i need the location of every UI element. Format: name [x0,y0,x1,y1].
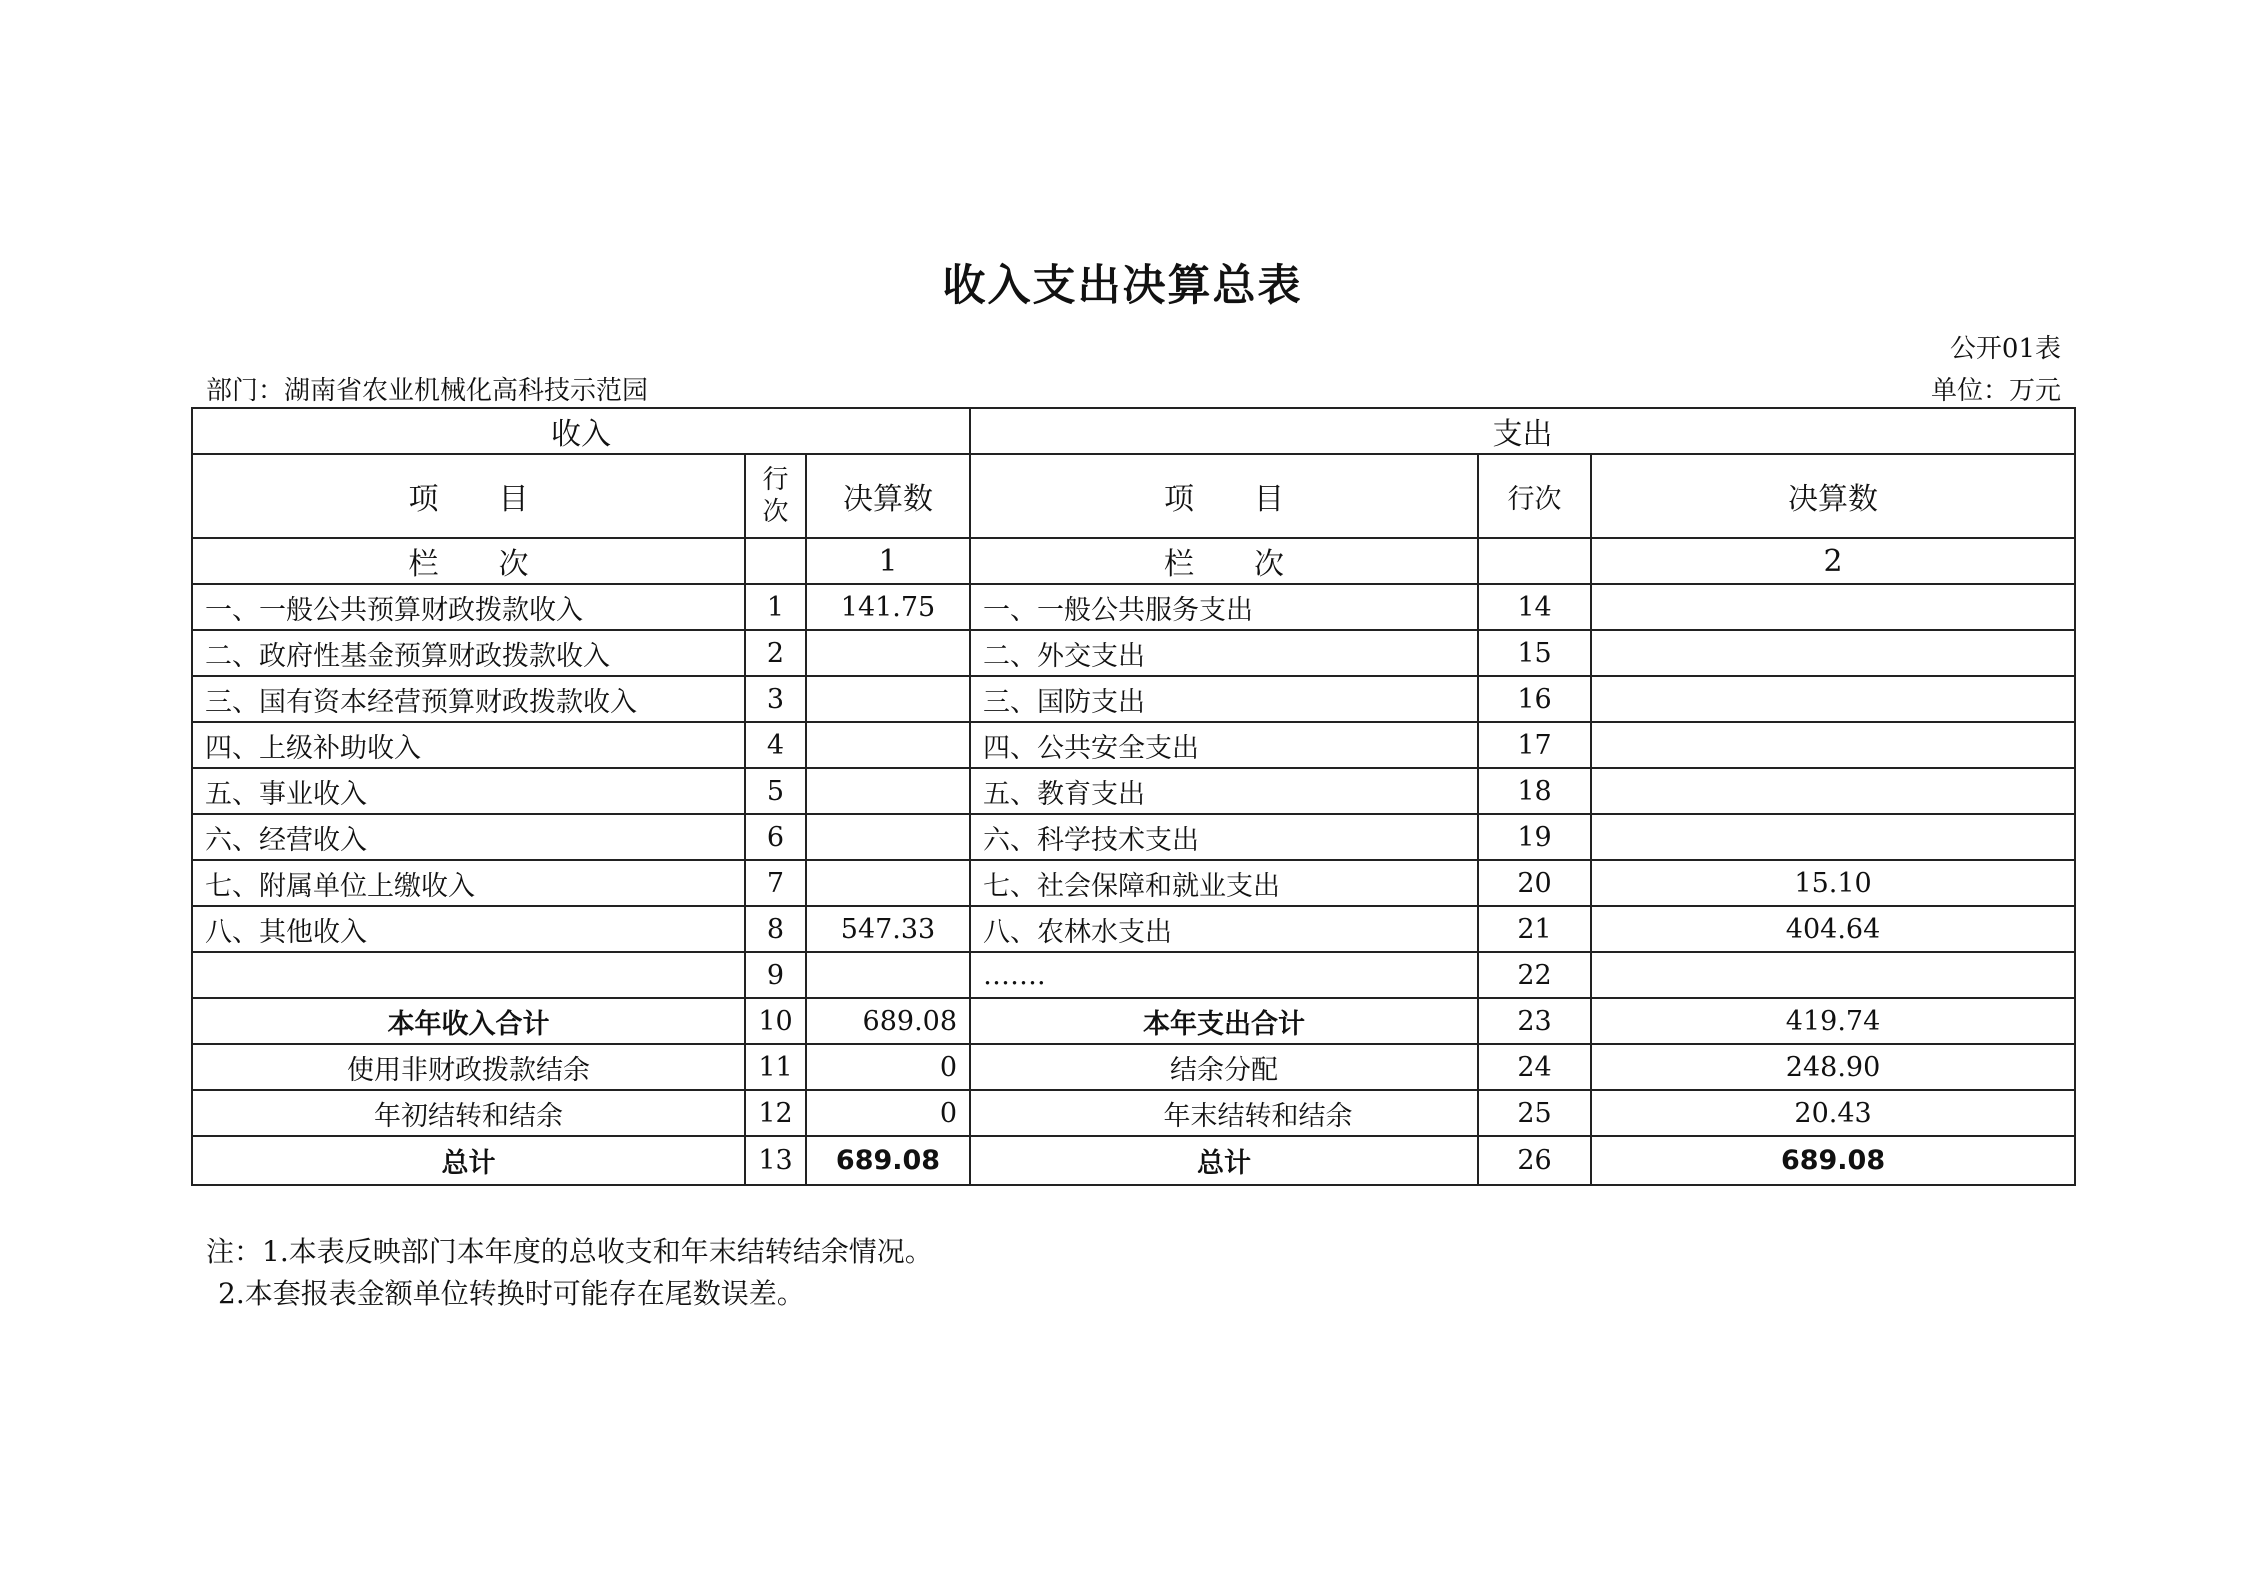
table-row [192,584,2075,630]
income-amount [806,952,970,998]
income-amount [806,814,970,860]
income-balance-amount: 0 [806,1044,970,1090]
expense-amount: 404.64 [1591,906,2075,952]
section-header-row [192,408,2075,454]
expense-row-no-header: 行次 [1478,454,1591,538]
expense-section-header: 支出 [970,408,2075,454]
income-item: 二、政府性基金预算财政拨款收入 [192,630,745,676]
income-row-no: 9 [745,952,806,998]
grand-total-row [192,1136,2075,1185]
expense-row-no: 24 [1478,1044,1591,1090]
expense-amount [1591,722,2075,768]
table-row [192,906,2075,952]
expense-carryover-amount: 20.43 [1591,1090,2075,1136]
income-row-no: 8 [745,906,806,952]
expense-amount [1591,584,2075,630]
expense-col-index: 2 [1591,538,2075,584]
income-item: 五、事业收入 [192,768,745,814]
expense-item-header: 项 目 [970,454,1478,538]
expense-subtotal-label: 本年支出合计 [970,998,1478,1044]
expense-item: 四、公共安全支出 [970,722,1478,768]
column-index-row [192,538,2075,584]
expense-row-no: 14 [1478,584,1591,630]
note-line-2: 2.本套报表金额单位转换时可能存在尾数误差。 [218,1277,805,1310]
expense-subtotal-amount: 419.74 [1591,998,2075,1044]
table-row [192,814,2075,860]
income-subtotal-label: 本年收入合计 [192,998,745,1044]
expense-amount [1591,814,2075,860]
expense-row-no: 16 [1478,676,1591,722]
unit-label: 单位：万元 [1930,376,2061,406]
income-carryover-amount: 0 [806,1090,970,1136]
expense-row-no: 26 [1478,1136,1591,1185]
income-carryover-label: 年初结转和结余 [192,1090,745,1136]
income-row-no: 2 [745,630,806,676]
income-amount [806,630,970,676]
expense-amount [1591,676,2075,722]
expense-balance-amount: 248.90 [1591,1044,2075,1090]
income-item: 四、上级补助收入 [192,722,745,768]
expense-row-no: 20 [1478,860,1591,906]
income-row-no: 6 [745,814,806,860]
expense-amount [1591,768,2075,814]
page-title: 收入支出决算总表 [942,261,1303,311]
income-total-label: 总计 [192,1136,745,1185]
expense-row-no: 17 [1478,722,1591,768]
expense-item: 八、农林水支出 [970,906,1478,952]
expense-amount: 15.10 [1591,860,2075,906]
expense-row-no: 19 [1478,814,1591,860]
table-row [192,722,2075,768]
income-row-no: 7 [745,860,806,906]
income-row-no: 5 [745,768,806,814]
carryover-row [192,1090,2075,1136]
expense-carryover-label: 年末结转和结余 [970,1090,1478,1136]
subtotal-row [192,998,2075,1044]
expense-row-no: 22 [1478,952,1591,998]
expense-amount [1591,630,2075,676]
income-col-blank [745,538,806,584]
income-row-no: 10 [745,998,806,1044]
income-item: 六、经营收入 [192,814,745,860]
expense-item: ……. [970,952,1478,998]
income-total-amount: 689.08 [806,1136,970,1185]
income-col-index: 1 [806,538,970,584]
expense-row-no: 23 [1478,998,1591,1044]
income-amount [806,768,970,814]
income-item-header: 项 目 [192,454,745,538]
department-label: 部门：湖南省农业机械化高科技示范园 [206,376,649,406]
expense-item: 一、一般公共服务支出 [970,584,1478,630]
income-amount: 141.75 [806,584,970,630]
income-expense-table [191,407,2076,1186]
expense-item: 六、科学技术支出 [970,814,1478,860]
table-row [192,860,2075,906]
expense-row-no: 18 [1478,768,1591,814]
expense-item: 五、教育支出 [970,768,1478,814]
income-item: 七、附属单位上缴收入 [192,860,745,906]
expense-amount-header: 决算数 [1591,454,2075,538]
expense-item: 三、国防支出 [970,676,1478,722]
column-header-row [192,454,2075,538]
income-amount [806,860,970,906]
expense-total-amount: 689.08 [1591,1136,2075,1185]
table-row [192,768,2075,814]
income-subtotal-amount: 689.08 [806,998,970,1044]
expense-row-no: 21 [1478,906,1591,952]
expense-amount [1591,952,2075,998]
income-row-no: 11 [745,1044,806,1090]
income-row-no-header: 行 次 [745,454,806,538]
income-item: 八、其他收入 [192,906,745,952]
expense-col-blank [1478,538,1591,584]
income-row-no: 4 [745,722,806,768]
note-line-1: 注：1.本表反映部门本年度的总收支和年末结转结余情况。 [206,1235,933,1268]
table-row [192,630,2075,676]
income-amount [806,722,970,768]
income-row-no: 3 [745,676,806,722]
balance-row [192,1044,2075,1090]
expense-total-label: 总计 [970,1136,1478,1185]
expense-row-no: 15 [1478,630,1591,676]
income-amount: 547.33 [806,906,970,952]
income-row-no: 1 [745,584,806,630]
income-amount-header: 决算数 [806,454,970,538]
income-item: 一、一般公共预算财政拨款收入 [192,584,745,630]
income-item [192,952,745,998]
expense-item: 二、外交支出 [970,630,1478,676]
income-col-label: 栏 次 [192,538,745,584]
income-row-no: 13 [745,1136,806,1185]
expense-balance-label: 结余分配 [970,1044,1478,1090]
income-item: 三、国有资本经营预算财政拨款收入 [192,676,745,722]
expense-row-no: 25 [1478,1090,1591,1136]
income-balance-label: 使用非财政拨款结余 [192,1044,745,1090]
income-section-header: 收入 [192,408,970,454]
table-row [192,952,2075,998]
income-row-no: 12 [745,1090,806,1136]
expense-col-label: 栏 次 [970,538,1478,584]
table-row [192,676,2075,722]
form-number: 公开01表 [1949,334,2061,364]
income-amount [806,676,970,722]
expense-item: 七、社会保障和就业支出 [970,860,1478,906]
